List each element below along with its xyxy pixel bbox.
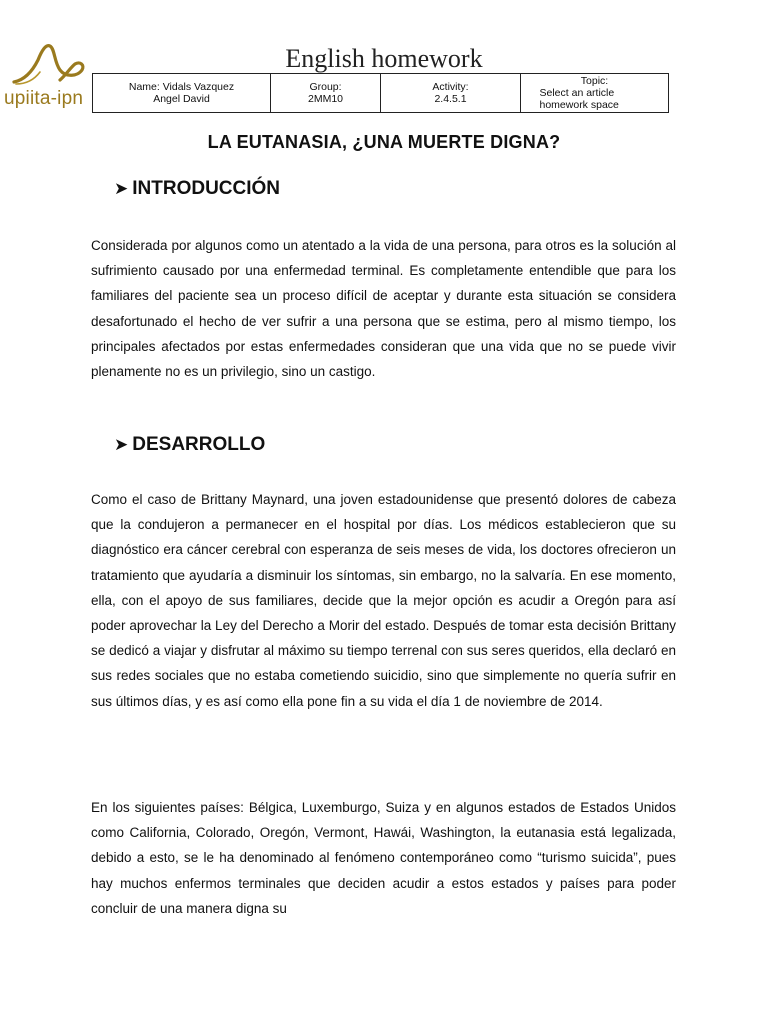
activity-value: 2.4.5.1 [434, 93, 467, 105]
group-label: Group: [309, 81, 342, 93]
paragraph-desarrollo-2: En los siguientes países: Bélgica, Luxemburgo, Suiza y en algunos estados de Estados Unidos como California, Colorado, Oregón, Vermont, Hawái, Washington, la eutanasia está legalizada, debido a esto, se le ha denominado al fenómeno contemporáneo como “turismo suicida”, pues hay muchos enfermos terminales que deciden acudir a estos estados y países para poder concluir de una manera digna su [91, 800, 676, 916]
name-text: Name: Vidals Vazquez Angel David [128, 81, 235, 105]
logo-text: upiita-ipn [4, 88, 84, 109]
activity-cell [381, 74, 521, 113]
topic-label: Topic: [580, 75, 609, 87]
paragraph-desarrollo-1: Como el caso de Brittany Maynard, una joven estadounidense que presentó dolores de cabeza que la condujeron a permanecer en el hospital por días. Los médicos establecieron que su diagnóstico era cáncer cerebral con esperanza de seis meses de vida, los doctores ofrecieron un tratamiento que ayudaría a disminuir los síntomas, sin embargo, no la salvaría. En ese momento, ella, con el apoyo de sus familiares, decide que la mejor opción es acudir a Oregón para así poder aprovechar la Ley del Derecho a Morir del estado. Después de tomar esta decisión Brittany se dedicó a viajar y disfrutar al máximo su tiempo terrenal con sus seres queridos, ella declaró en sus redes sociales que no estaba cometiendo suicidio, sino que simplemente no quería sufrir en sus últimos días, y es así como ella pone fin a su vida el día 1 de noviembre de 2014. [91, 492, 676, 709]
activity-label: Activity: [432, 81, 469, 93]
section-heading-text: INTRODUCCIÓN [132, 178, 281, 199]
paragraph-introduccion: Considerada por algunos como un atentado a la vida de una persona, para otros es la solución al sufrimiento causado por una enfermedad terminal. Es completamente entendible que para los familiares del paciente sea un proceso difícil de aceptar y durante esta situación se considera desafortunado el hecho de ver sufrir a una persona que se estima, pero al mismo tiempo, los principales afectados por estas enfermedades consideran que una vida que no se puede vivir plenamente no es un privilegio, sino un castigo. [91, 238, 676, 380]
section-heading-text: DESARROLLO [132, 434, 266, 455]
name-cell [93, 74, 271, 113]
section-heading-introduccion [114, 178, 280, 200]
info-table [92, 73, 669, 113]
document-title: English homework [285, 44, 483, 73]
topic-cell [521, 74, 669, 113]
section-heading-desarrollo [114, 434, 265, 456]
group-value: 2MM10 [307, 93, 343, 105]
group-cell [271, 74, 381, 113]
arrow-bullet-icon: ➤ [114, 435, 129, 454]
article-title: LA EUTANASIA, ¿UNA MUERTE DIGNA? [207, 132, 561, 152]
arrow-bullet-icon: ➤ [114, 179, 129, 198]
topic-value: Select an article homework space [539, 87, 619, 111]
